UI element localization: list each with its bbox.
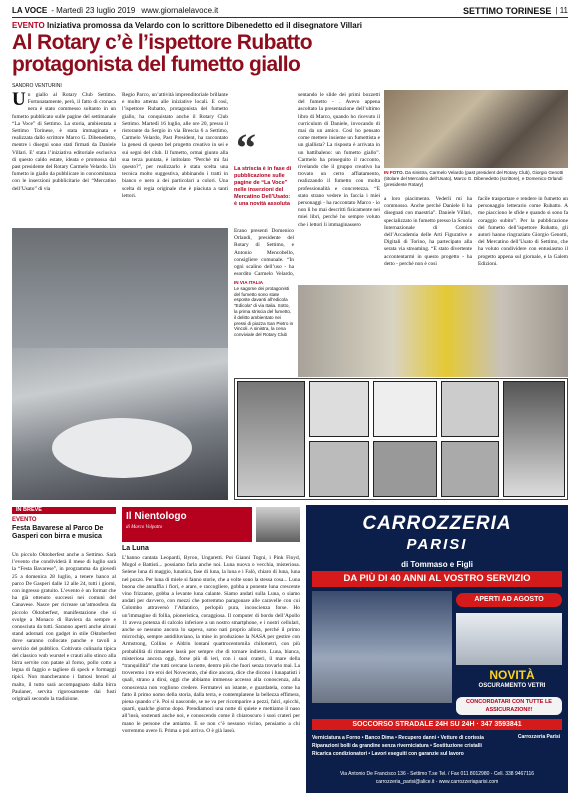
- nientologo-subtitle: La Luna: [122, 545, 149, 552]
- comic-strip: [234, 378, 568, 500]
- column-5-text: a loro piacimento. Vederli mi ha commosso. Anche perché Daniele li ha disegnati con maestria”. Daniele Villari, specializzato in fumetto presso la Scuola Internazionale di Comics dell’Accademia delle Arti Figurative e Digitali di Torino, ha partecipato alla serata via streaming. “E stato divertente accontentarmi in questo progetto - ha detto - perché non è così: [384, 196, 472, 267]
- ad-service-line: Verniciatura a Forno • Banco Dima • Recupero danni • Vetture di cortesia: [312, 735, 484, 741]
- column-6-text: facile trasportare e rendere in fumetto un personaggio letterario come Rubatto. A me piacciono le sfide e quando si sono fa coraggio subito”. Per la pubblicazione del fumetto dell’ispettore Rubatto, gli autori hanno ringraziato Giorgio Genotti, del Mercatino dell’Usato di Settimo, che ha voluto condividere con entusiasmo il progetto appena sul giornale, e la Galem Edizioni.: [478, 196, 568, 267]
- ad-contact-line[interactable]: carrozzeria_parisi@alice.it - www.carrozzeriaparisi.com: [375, 779, 499, 785]
- in-brief-header: IN BREVE: [12, 507, 116, 514]
- section-name: SETTIMO TORINESE: [463, 5, 552, 16]
- ad-logo: Carrozzeria Parisi: [517, 734, 561, 740]
- article-kicker: [12, 21, 568, 30]
- column-1-text: n giallo al Rotary Club Settimo. Fortunatamente, però, il fatto di cronaca nera è stato commesso soltanto in un fumetto pubblicato sulle pagine del settimanale “La Voce” di Settimo. La storia, ambientata a Settimo Torinese, è stata immaginata e realizzata dallo scrittore Marco G. Dibenedetto, mentre i disegni sono stati firmati da Daniele Villari. E’ stata l’iniziativa editoriale esclusiva di questo caldo estate, ideata e promossa dal past presidente del Rotary Carmelo Velardo. Un fumetto in giallo da pubblicare in concomitanza con le inserzioni pubblicitarie del “Mercatino dell’Usato” di via: [12, 92, 116, 192]
- ad-roadside-banner: SOCCORSO STRADALE 24H SU 24H · 347 3593841: [312, 719, 562, 730]
- ad-owners: di Tommaso e Figli: [401, 560, 473, 569]
- article-column-3: [234, 228, 294, 276]
- caption-text: Da sinistra, Carmelo Velardo (past president del Rotary Club), Giorgio Genotti (titolare del Mercatino dell’Usato), Marco G. Dibenedetto (scrittore), e Domenico Orlandi (presidente Rotary): [384, 170, 564, 187]
- author-portrait: [256, 507, 300, 542]
- page-header: [12, 4, 568, 18]
- middle-caption-tag: IN VIA ITALIA: [234, 280, 264, 285]
- publication-name: LA VOCE: [12, 6, 48, 15]
- nientologo-body-text: L’hanno cantata Leopardi, Byron, Ungaretti. Poi Gianni Togni, i Pink Floyd, Mogol e Battisti... possiamo farla anche noi. Luna nuova o vecchia, misteriosa. Selene luna di maggio, lunatica, fase di luna, la luna e i Falò, chiaro di luna, luna nel pozzo. Per luna di miele si fanno storie, che a volte sono la stessa cosa... Luna buona che annaffia i fiori, e arare, e raccogliere, gobba a ponente luna crescente vino frizzante, gobba a levante luna calante. Siamo andati sulla Luna, o siamo andati per davvero, con mezzi che potremmo paragonare alle caravelle con cui Colombo attraversò l’Atlantico, perlopiù pura, incoscienza forse. Ho un’immagine di follia, pioneristica, coraggiosa. Il computer di bordo dell’Apollo 11 aveva potenza di calcolo inferiore a un nostro smartphone, e i nostri cellulari, anche se nessuno ancora lo sapeva, sono nati proprio allora, perché il primo microchip, sempre antidiluviano, la mise in produzione la NASA per gestire con Armstrong, Collins e Aldrin lontani quattrocentomila chilometri, con più probabilità di rimanere lassù per sempre che di tornare indietro. Luna, bianca, misteriosa ancora oggi, forse più di ieri, con i suoi crateri, il mare della “tranquillità” che tutti cercano la notte, dentro più che fuori senza trovarlo mai. La troveremo i tre eroi del Novecento, ché dice ancora, dice che dicono i lunapatisti i quali, strano a dirsi, oggi che abbiamo immenso accesso alla conoscenza, alla conoscenza non vogliono credere. Fermatevi un istante, e guardatela, come ha fatto il primo uomo della storia, dalla terra, e contemplatene la bellezza effimera, piena quando c’è. Poi si nasconde, se ne va per ricomparire a pezzi, falci, spicchi, quarti, qualche giorno dopo. Prendiamoci una notte di quiete e mettiamo il naso all’insù, sostenuti anche noi, e conoscendo come il chiaroscuro i suoi crateri per mano le persone che amiamo. E se non c’è nessuno vicino, pensiamo a chi vorremmo avere lì. Prima o poi arriva. O è già lassù.: [122, 555, 300, 734]
- rotary-group-photo: [384, 90, 568, 168]
- caption-tag: IN FOTO.: [384, 170, 404, 175]
- headline-line-1: Al Rotary c’è l’ispettore Rubatto: [12, 31, 312, 54]
- website-link[interactable]: www.giornalelavoce.it: [141, 6, 219, 15]
- brief-title: Festa Bavarese al Parco De Gasperi con birra e musica: [12, 525, 104, 540]
- ad-brand-line-2: PARISI: [406, 536, 468, 553]
- ad-novelty-sub: OSCURAMENTO VETRI: [478, 683, 546, 689]
- brief-tag: EVENTO: [12, 517, 37, 523]
- nientologo-byline: di Marco Volpatto: [126, 525, 163, 530]
- kicker-tag: EVENTO: [12, 21, 45, 30]
- drop-cap: U: [12, 92, 26, 110]
- article-headline: [12, 32, 312, 76]
- article-column-4: [298, 92, 380, 282]
- column-4-text: sentando le slide dei primi bozzetti del fumetto - . Avevo appena ascoltato la presentazione dell’ultimo libro di Marco, quando ho ricevuto il curriculum di Daniele, invocando di mai da un amico. Così ho pensato come mettere insieme un fumettista e un giallista? La risposta è arrivata in un battibaleno: un fumetto giallo”. Carmelo ha proseguito il racconto, rivelando che il gruppo creativo ha trovato un certo affiatamento, realizzando il fumetto con molta professionalità e concretezza. “E stato strano vedere in faccia i miei personaggi - ha raccontato Marco - io non li ho mai descritti fisicamente nei miei libri, perché ho sempre voluto che i lettori li immaginassero: [298, 92, 380, 228]
- ad-experience-banner: DA PIÙ DI 40 ANNI AL VOSTRO SERVIZIO: [312, 571, 562, 587]
- middle-caption-text: Le sagome dei protagonisti del fumetto sono state esposte davanti all’edicola “Edicola” di via Italia. Sotto, la prima striscia del fumetto, il delitto ambientato nei pressi di piazza San Pietro in Vincoli. A sinistra, la cena conviviale del Rotary Club: [234, 285, 294, 338]
- middle-photo-caption: [234, 280, 294, 350]
- nientologo-title: Il Nientologo: [126, 511, 187, 522]
- ad-august-badge: APERTI AD AGOSTO: [456, 593, 562, 607]
- issue-date: - Martedì 23 luglio 2019: [51, 6, 136, 15]
- column-2-text: Regio Parco, un’attività imprenditoriale brillante e molto attenta alle iniziative locali. E così, l’ispettore Rubatto, protagonista del fumetto giallo, ha conquistato anche il Rotary Club Settimo. Martedì 16 luglio, alle ore 20, presso il ristorante da Sergio in via Brescia 6 a Settimo, Carmelo Velardo, Past President, ha raccontato la genesi di questo bel progetto creativo in sei e sui segni del club. Il fumetto, ormai giunto alla sua terza puntata, è intitolato “Perché mi fai questo?”, per realizzarlo è stata scelta una tecnica molto suggestiva, abbinando i tratti in bianco e nero a dei particolari a colori. Una scelta di regia originale che è piaciuta a tanti lettori.: [122, 92, 228, 199]
- article-column-1: [12, 92, 116, 224]
- carrozzeria-advertisement[interactable]: [306, 505, 568, 793]
- top-photo-caption: [384, 170, 568, 194]
- article-column-2: [122, 92, 228, 224]
- comic-cutouts-photo: [298, 285, 568, 377]
- ad-service-line: Ricarica condizionatori • Lavori eseguiti con garanzie sul lavoro: [312, 751, 464, 757]
- article-byline: SANDRO VENTURINI: [12, 83, 62, 89]
- pull-quote: La striscia è in fase di pubblicazione sulle pagine de “La Voce” nelle inserzioni del Mercatino Dell’Usato: è una novità assoluta: [234, 166, 292, 207]
- ad-address: [306, 770, 568, 786]
- kicker-text: Iniziativa promossa da Velardo con lo scrittore Dibenedetto ed il disegnatore Villari: [46, 21, 363, 30]
- ad-service-line: Riparazioni bolli da grandine senza riverniciatura • Sostituzione cristalli: [312, 743, 482, 749]
- ad-address-line: Via Antonio De Francisco 136 - Settimo T.se Tel. / Fax 011 8012980 - Cell. 338 9467116: [339, 771, 535, 777]
- ad-brand-line-1: CARROZZERIA: [362, 513, 512, 534]
- brief-body-text: Un piccolo Oktoberfest anche a Settimo. Sarà l’evento che condividerà il mese di luglio sarà la “Festa Bavarese”, in programma da giovedì 25 a domenica 28 luglio, a tenere banco al parco De Gasperi dalle 12 alle 24, tutti i giorni, con ingresso gratuito. L’evento è un format che ha già ottenuto successi nei comuni del Canavese. Nasce per ricreare un’atmosfera da piccolo Oktoberfest, manifestazione che si svolge a Monaco di Baviera da sempre e conosciuta da tutti. Saranno aperti anche alcuni stand adornati con gadget in stile Oktoberfest dove saranno collocate panche e tavoli a servizio del pubblico. Coltivato culinaria tipica del classico wub wurstel e crauti allo stinco alla birra servite con patate al forno, pollo cotto a legna di faggio e tagliere di speck e formaggi tipici. Non mancheranno i famosi brezel al malto, il tutto sarà accompagnato dalla birra Paulaner, servita rigorosamente dai fusti originali secondo la tradizione.: [12, 552, 116, 703]
- page-number: | 11: [555, 6, 568, 15]
- ad-novelty: NOVITÀ: [489, 668, 535, 682]
- article-column-6: [478, 196, 568, 282]
- article-column-5: [384, 196, 472, 282]
- quote-mark: “: [236, 125, 256, 170]
- brief-body: [12, 552, 116, 796]
- column-3-text: Erano presenti Domenico Orlandi, presidente del Rotary di Settimo, e Antonio Mencobello, consigliere comunale. “In ogni scalino dell’uso - ha esordito Carmelo Velardo,: [234, 228, 294, 276]
- ad-workshop-photo: [312, 591, 452, 703]
- ad-car-photo: [456, 613, 562, 665]
- rotary-dinner-photo: [12, 228, 228, 500]
- ad-insurance-badge: CONCORDATARI CON TUTTE LE ASSICURAZIONI!!: [456, 697, 562, 715]
- headline-line-2: protagonista del fumetto giallo: [12, 53, 301, 76]
- ad-services: [312, 734, 512, 758]
- nientologo-body: [122, 555, 300, 796]
